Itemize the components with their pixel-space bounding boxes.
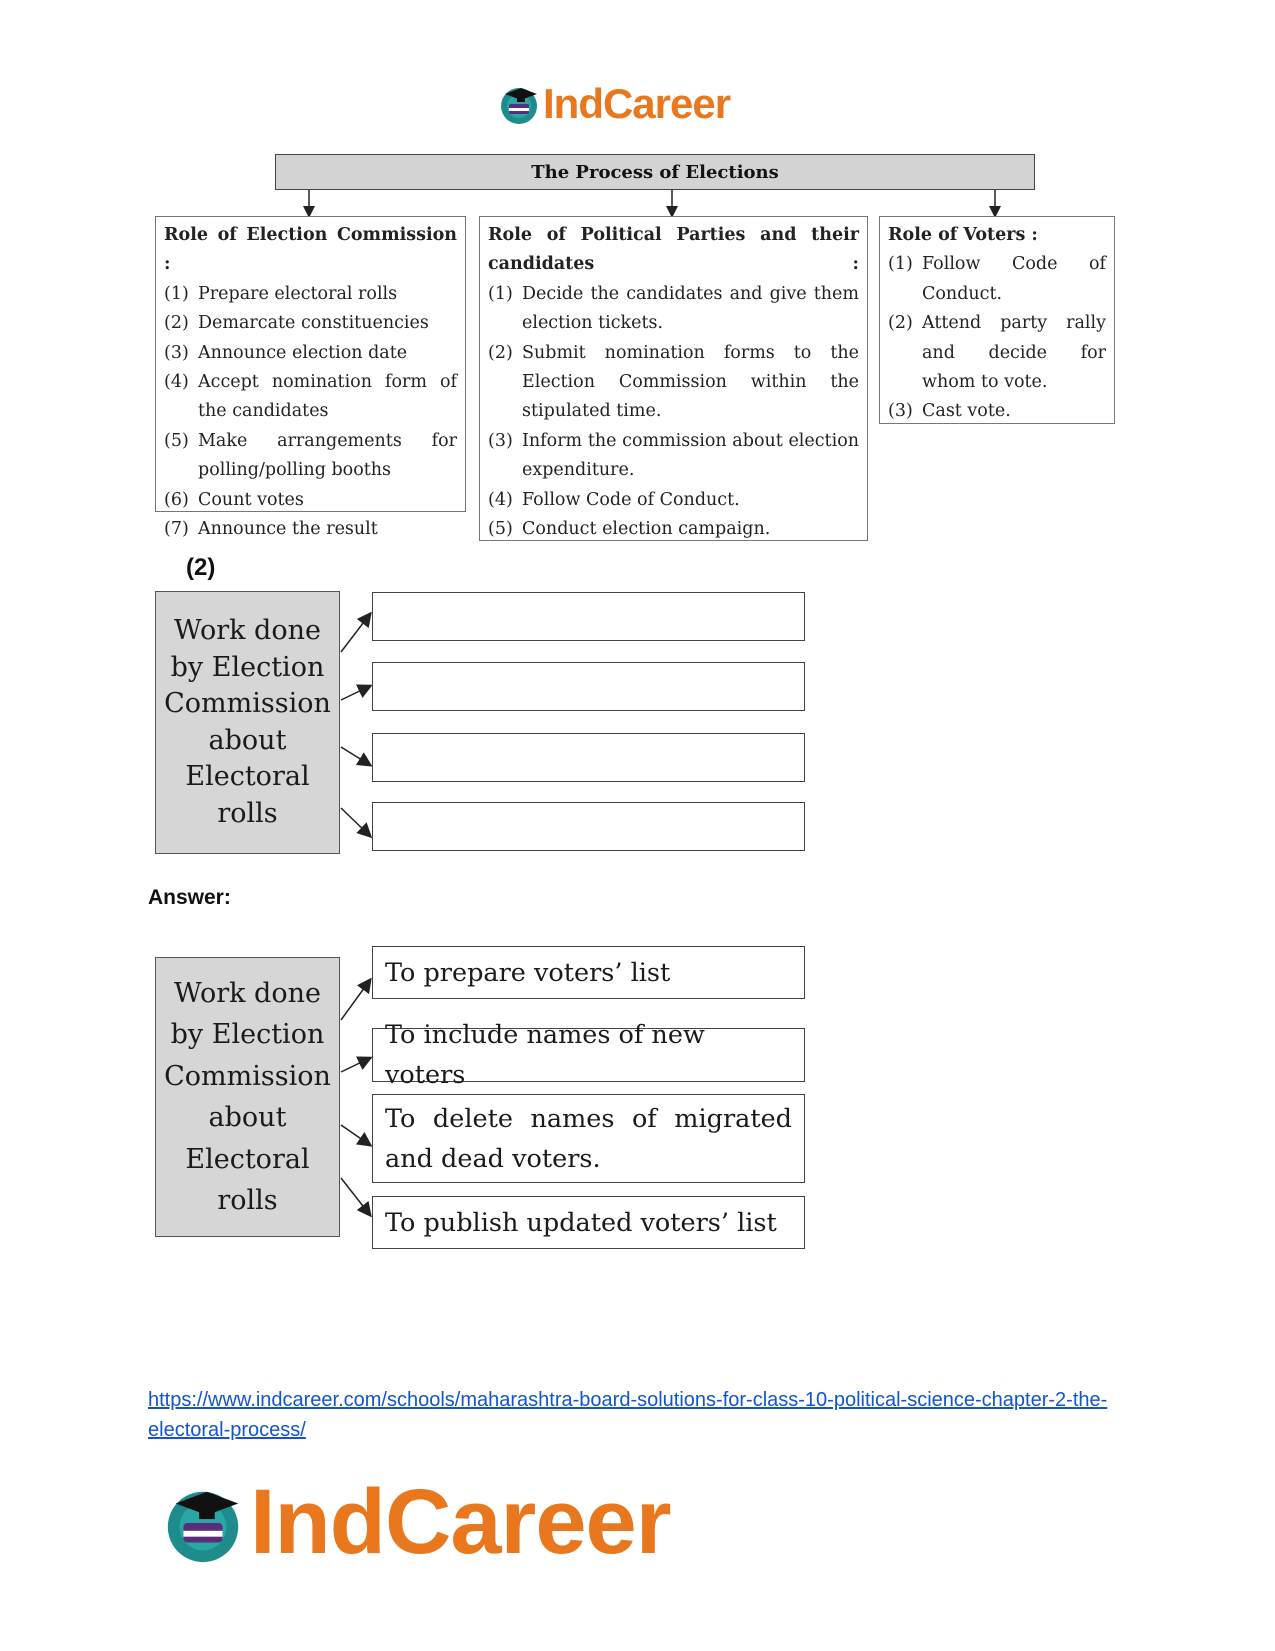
list-item: (3) Cast vote. <box>888 401 1011 422</box>
list-item: (5) Make arrangements for polling/polling booths <box>164 430 457 481</box>
logo-wordmark: IndCareer <box>250 1471 671 1573</box>
list-item: (4) Accept nomination form of the candidates <box>164 372 457 422</box>
list-item: (3) Inform the commission about election expenditure. <box>488 430 859 481</box>
list-item: (2) Demarcate constituencies <box>164 313 429 334</box>
blank-answer-box <box>372 662 805 711</box>
diagram-connectors <box>0 0 1275 230</box>
list-item: (5) Conduct election campaign. <box>488 519 771 540</box>
answer-box: To include names of new voters <box>372 1028 805 1082</box>
blank-answer-box <box>372 733 805 782</box>
answer-label: Answer: <box>148 886 231 909</box>
list-item: (6) Count votes <box>164 489 304 510</box>
source-link[interactable]: https://www.indcareer.com/schools/maharashtra-board-solutions-for-class-10-political-science-chapter-2-the-electoral-process/ <box>148 1389 1108 1441</box>
role-election-commission-box <box>155 216 466 540</box>
blank-answer-box <box>372 592 805 641</box>
list-item: (2) Submit nomination forms to the Election Commission within the stipulated time. <box>488 342 859 422</box>
answer-center-box: Work done by Election Commission about Electoral rolls <box>155 957 340 1237</box>
question-center-box: Work done by Election Commission about Electoral rolls <box>155 591 340 854</box>
list-item: (7) Announce the result <box>164 519 378 540</box>
list-item: (1) Prepare electoral rolls <box>164 283 398 304</box>
answer-box: To publish updated voters’ list <box>372 1196 805 1249</box>
list-item: (3) Announce election date <box>164 342 408 363</box>
logo-wordmark: IndCareer <box>543 80 731 127</box>
box-heading: Role of Election Commission : <box>164 225 457 275</box>
answer-box: To delete names of migrated and dead voters. <box>372 1094 805 1183</box>
process-title: The Process of Elections <box>275 154 1035 190</box>
role-political-parties-box <box>479 216 868 541</box>
role-voters-box <box>879 216 1115 424</box>
graduation-globe-icon <box>160 1480 246 1566</box>
list-item: (1) Decide the candidates and give them election tickets. <box>488 283 859 334</box>
blank-answer-box <box>372 802 805 851</box>
answer-box: To prepare voters’ list <box>372 946 805 999</box>
list-item: (1) Follow Code of Conduct. <box>888 254 1106 304</box>
question-number: (2) <box>186 554 216 581</box>
indcareer-logo-bottom <box>160 1470 671 1575</box>
box-heading: Role of Political Parties and their candidates : <box>488 225 859 275</box>
box-heading: Role of Voters : <box>888 225 1038 245</box>
list-item: (4) Follow Code of Conduct. <box>488 489 740 510</box>
list-item: (2) Attend party rally and decide for whom to vote. <box>888 313 1106 393</box>
